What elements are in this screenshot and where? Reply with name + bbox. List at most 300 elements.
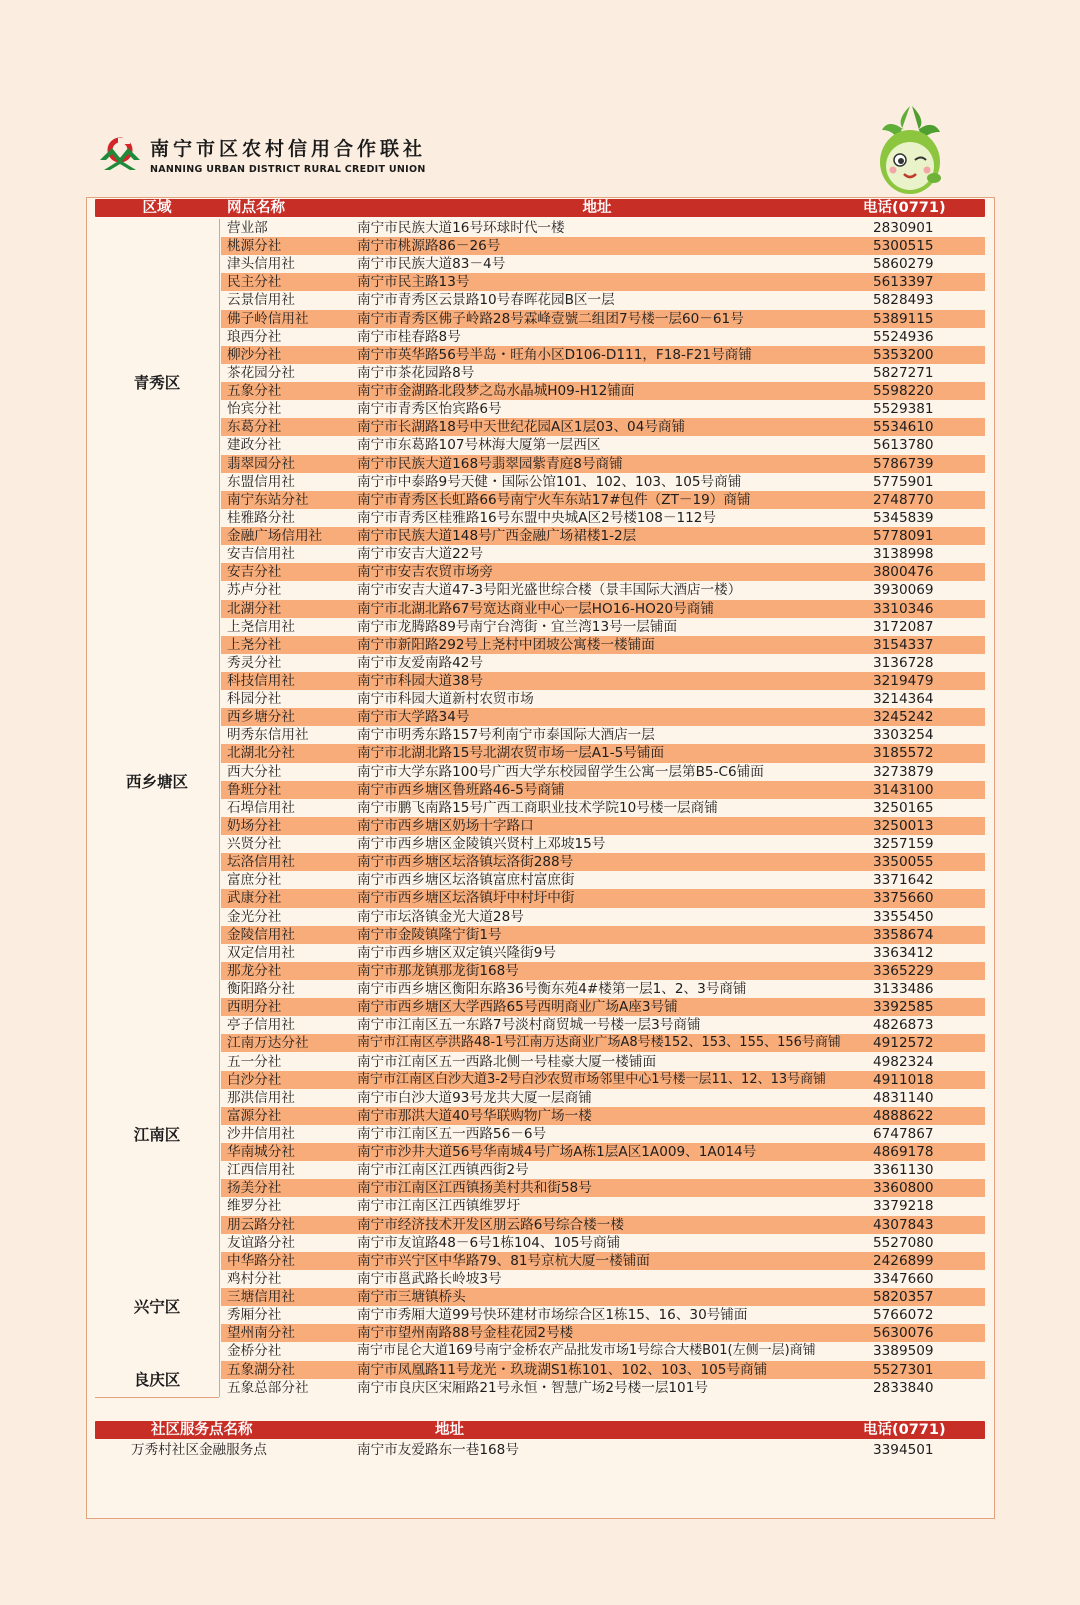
branch-address: 南宁市江南区五一西路56－6号 (357, 1126, 547, 1142)
branch-address: 南宁市友爱南路42号 (357, 654, 484, 671)
branch-name: 金陵信用社 (227, 926, 295, 943)
branch-address: 南宁市西乡塘区衡阳东路36号衡东苑4#楼第一层1、2、3号商铺 (357, 981, 747, 998)
branch-phone: 3389509 (873, 1343, 934, 1360)
table-row (95, 654, 985, 672)
table-row (95, 636, 985, 654)
branch-name: 富源分社 (227, 1107, 282, 1124)
branch-address: 南宁市民族大道168号翡翠园紫青庭8号商铺 (357, 455, 623, 472)
table-row (95, 1252, 985, 1270)
branch-phone: 5775901 (873, 473, 934, 490)
branch-phone: 5778091 (873, 528, 934, 545)
region-label: 良庆区 (133, 1370, 181, 1389)
branch-phone: 3136728 (873, 654, 934, 671)
service-table-header (95, 1421, 985, 1439)
table-row (95, 273, 985, 291)
branch-name: 北湖北分社 (227, 745, 295, 762)
branch-address: 南宁市北湖北路15号北湖农贸市场一层A1-5号铺面 (357, 745, 665, 762)
branch-phone: 5534610 (873, 419, 934, 436)
branch-name: 维罗分社 (227, 1198, 282, 1215)
branch-name: 东葛分社 (227, 419, 282, 436)
branch-address: 南宁市江南区江西镇维罗圩 (357, 1198, 521, 1215)
branch-address: 南宁市江南区五一西路北侧一号桂豪大厦一楼铺面 (357, 1053, 657, 1070)
branch-address: 南宁市江南区白沙大道3-2号白沙农贸市场邻里中心1号楼一层11、12、13号商铺 (357, 1071, 827, 1087)
branch-phone: 3310346 (873, 600, 934, 617)
row-band (221, 1270, 985, 1288)
branch-address: 南宁市龙腾路89号南宁台湾街・宜兰湾13号一层铺面 (357, 618, 678, 635)
branch-phone: 3214364 (873, 691, 934, 708)
branch-name: 双定信用社 (227, 944, 295, 961)
row-band (221, 1179, 985, 1197)
table-row (95, 835, 985, 853)
branch-name: 扬美分社 (227, 1180, 282, 1197)
branch-address: 南宁市西乡塘区坛洛镇坛洛街288号 (357, 854, 574, 871)
row-band (221, 400, 985, 418)
row-band (221, 926, 985, 944)
branch-name: 三塘信用社 (227, 1289, 295, 1306)
mascot-icon (860, 100, 960, 200)
table-row (95, 382, 985, 400)
table-row (95, 346, 985, 364)
branch-phone: 3355450 (873, 908, 934, 925)
branch-address: 南宁市青秀区怡宾路6号 (357, 401, 502, 418)
branch-address: 南宁市科园大道新村农贸市场 (357, 691, 534, 708)
branch-address: 南宁市邕武路长岭坡3号 (357, 1270, 502, 1287)
branch-address: 南宁市中泰路9号天健・国际公馆101、102、103、105号商铺 (357, 473, 742, 490)
branch-address: 南宁市大学路34号 (357, 709, 470, 726)
branch-name: 明秀东信用社 (227, 727, 309, 744)
branch-name: 望州南分社 (227, 1325, 295, 1342)
row-band (221, 944, 985, 962)
branch-address: 南宁市长湖路18号中天世纪花园A区1层03、04号商铺 (357, 419, 686, 436)
branch-address: 南宁市金陵镇隆宁街1号 (357, 926, 502, 943)
branch-phone: 5527301 (873, 1361, 934, 1378)
branch-phone: 3172087 (873, 618, 934, 635)
table-row (95, 944, 985, 962)
region-cell (95, 1016, 219, 1253)
table-row (95, 853, 985, 871)
branch-phone: 5524936 (873, 328, 934, 345)
table-row (95, 1089, 985, 1107)
table-row (95, 436, 985, 454)
branch-phone: 3379218 (873, 1198, 934, 1215)
branch-address: 南宁市青秀区桂雅路16号东盟中央城A区2号楼108－112号 (357, 509, 717, 526)
table-row (95, 1234, 985, 1252)
branch-phone: 3360800 (873, 1180, 934, 1197)
branch-phone: 3363412 (873, 944, 934, 961)
row-band (221, 708, 985, 726)
branch-name: 佛子岭信用社 (227, 310, 309, 327)
row-band (221, 1324, 985, 1342)
branch-address: 南宁市良庆区宋厢路21号永恒・智慧广场2号楼一层101号 (357, 1379, 708, 1396)
header-phone: 电话(0771) (863, 200, 946, 216)
branch-phone: 5828493 (873, 292, 934, 309)
branch-phone: 5353200 (873, 346, 934, 363)
branch-phone: 3154337 (873, 636, 934, 653)
branch-phone: 4911018 (873, 1071, 934, 1088)
branch-name: 金桥分社 (227, 1343, 282, 1360)
region-cell (95, 545, 219, 1017)
branch-name: 鸡村分社 (227, 1270, 282, 1287)
branch-phone: 3245242 (873, 709, 934, 726)
table-row (95, 998, 985, 1016)
table-row (95, 255, 985, 273)
branch-address: 南宁市民族大道148号广西金融广场裙楼1-2层 (357, 528, 637, 545)
table-row (95, 1197, 985, 1215)
region-divider (219, 219, 220, 1397)
table-row (95, 545, 985, 563)
branch-name: 那洪信用社 (227, 1089, 295, 1106)
service-point-phone: 3394501 (873, 1442, 934, 1458)
branch-name: 秀灵分社 (227, 654, 282, 671)
branch-table-header (95, 199, 985, 217)
branch-phone: 4888622 (873, 1107, 934, 1124)
branch-phone: 5598220 (873, 383, 934, 400)
row-band (221, 672, 985, 690)
branch-phone: 3375660 (873, 890, 934, 907)
branch-name: 中华路分社 (227, 1252, 295, 1269)
branch-name: 上尧分社 (227, 636, 282, 653)
branch-name: 西明分社 (227, 999, 282, 1016)
branch-phone: 4982324 (873, 1053, 934, 1070)
table-row (95, 1306, 985, 1324)
branch-phone: 2426899 (873, 1252, 934, 1269)
table-row (95, 1216, 985, 1234)
table-row (95, 962, 985, 980)
table-row (95, 1270, 985, 1288)
region-label: 西乡塘区 (125, 772, 188, 791)
region-label: 兴宁区 (133, 1298, 181, 1317)
branch-phone: 3250013 (873, 817, 934, 834)
row-band (221, 545, 985, 563)
branch-phone: 3347660 (873, 1270, 934, 1287)
row-band (221, 328, 985, 346)
branch-address: 南宁市江南区亭洪路48-1号江南万达商业广场A8号楼152、153、155、156号商铺 (357, 1035, 841, 1051)
branch-address: 南宁市英华路56号半岛・旺角小区D106-D111，F18-F21号商铺 (357, 346, 752, 363)
row-band (221, 889, 985, 907)
table-row (95, 889, 985, 907)
branch-name: 衡阳路分社 (227, 981, 295, 998)
branch-address: 南宁市西乡塘区奶场十字路口 (357, 817, 534, 834)
branch-name: 民主分社 (227, 274, 282, 291)
branch-name: 安吉信用社 (227, 546, 295, 563)
branch-phone: 5820357 (873, 1289, 934, 1306)
branch-address: 南宁市北湖北路67号宽达商业中心一层HO16-HO20号商铺 (357, 600, 714, 617)
branch-name: 武康分社 (227, 890, 282, 907)
branch-address: 南宁市桂春路8号 (357, 328, 461, 345)
branch-name: 富庶分社 (227, 872, 282, 889)
table-row (95, 310, 985, 328)
header-region: 区域 (142, 200, 172, 216)
table-row (95, 1016, 985, 1034)
branch-name: 南宁东站分社 (227, 491, 309, 508)
branch-address: 南宁市兴宁区中华路79、81号京杭大厦一楼铺面 (357, 1252, 650, 1269)
branch-phone: 2748770 (873, 491, 934, 508)
row-band (221, 1107, 985, 1125)
row-band (221, 654, 985, 672)
row-band (221, 781, 985, 799)
header-service-name: 社区服务点名称 (151, 1422, 253, 1438)
branch-address: 南宁市西乡塘区金陵镇兴贤村上邓坡15号 (357, 836, 606, 853)
branch-phone: 6747867 (873, 1126, 934, 1142)
branch-name: 科园分社 (227, 691, 282, 708)
table-row (95, 672, 985, 690)
branch-address: 南宁市西乡塘区坛洛镇圩中村圩中街 (357, 890, 575, 907)
branch-address: 南宁市茶花园路8号 (357, 364, 475, 381)
branch-name: 西乡塘分社 (227, 709, 295, 726)
table-row (95, 1053, 985, 1071)
row-band (221, 273, 985, 291)
row-band (221, 1288, 985, 1306)
row-band (221, 690, 985, 708)
branch-name: 五一分社 (227, 1053, 282, 1070)
branch-name: 翡翠园分社 (227, 455, 295, 472)
branch-name: 苏卢分社 (227, 582, 282, 599)
branch-name: 朋云路分社 (227, 1216, 295, 1233)
branch-name: 坛洛信用社 (227, 854, 295, 871)
table-row (95, 1034, 985, 1052)
table-row (95, 690, 985, 708)
region-cell (95, 1361, 219, 1398)
branch-phone: 3365229 (873, 962, 934, 979)
brand-name-cn: 南宁市区农村信用合作联社 (150, 137, 427, 160)
table-row (95, 291, 985, 309)
branch-address: 南宁市那龙镇那龙街168号 (357, 962, 519, 979)
row-band (221, 364, 985, 382)
region-label: 青秀区 (133, 374, 181, 393)
table-row (95, 491, 985, 509)
header-address: 地址 (582, 200, 612, 216)
branch-address: 南宁市西乡塘区双定镇兴隆街9号 (357, 944, 556, 961)
row-band (221, 908, 985, 926)
branch-phone: 2833840 (873, 1379, 934, 1396)
table-row (95, 1441, 985, 1459)
table-row (95, 1143, 985, 1161)
branch-address: 南宁市安吉农贸市场旁 (357, 564, 493, 581)
branch-name: 五象湖分社 (227, 1361, 295, 1378)
branch-name: 沙井信用社 (227, 1126, 295, 1142)
branch-name: 柳沙分社 (227, 346, 282, 363)
credit-union-logo-icon (96, 130, 144, 178)
table-row (95, 600, 985, 618)
branch-address: 南宁市经济技术开发区朋云路6号综合楼一楼 (357, 1216, 624, 1233)
branch-address: 南宁市东葛路107号林海大厦第一层西区 (357, 437, 601, 454)
branch-address: 南宁市江南区江西镇西街2号 (357, 1162, 529, 1179)
branch-address: 南宁市新阳路292号上尧村中团坡公寓楼一楼铺面 (357, 636, 655, 653)
table-row (95, 1071, 985, 1089)
branch-name: 琅西分社 (227, 328, 282, 345)
table-row (95, 1342, 985, 1360)
branch-phone: 5786739 (873, 455, 934, 472)
branch-phone: 2830901 (873, 220, 934, 236)
branch-address: 南宁市江南区五一东路7号淡村商贸城一号楼一层3号商铺 (357, 1017, 701, 1034)
table-row (95, 708, 985, 726)
branch-phone: 3800476 (873, 564, 934, 581)
region-cell (95, 1252, 219, 1362)
table-row (95, 563, 985, 581)
branch-phone: 5300515 (873, 238, 934, 255)
row-band (221, 962, 985, 980)
branch-name: 怡宾分社 (227, 401, 282, 418)
table-row (95, 1379, 985, 1397)
branch-address: 南宁市民族大道83－4号 (357, 256, 506, 273)
branch-address: 南宁市青秀区佛子岭路28号霖峰壹號二组团7号楼一层60－61号 (357, 310, 744, 327)
row-band (221, 436, 985, 454)
branch-address: 南宁市大学东路100号广西大学东校园留学生公寓一层第B5-C6铺面 (357, 763, 764, 780)
branch-phone: 3138998 (873, 546, 934, 563)
branch-name: 金光分社 (227, 908, 282, 925)
table-row (95, 926, 985, 944)
table-row (95, 763, 985, 781)
row-band (221, 1125, 985, 1143)
branch-name: 建政分社 (227, 437, 282, 454)
branch-name: 江南万达分社 (227, 1035, 309, 1052)
branch-name: 秀厢分社 (227, 1307, 282, 1324)
table-row (95, 418, 985, 436)
branch-phone: 4869178 (873, 1144, 934, 1161)
table-row (95, 473, 985, 491)
branch-name: 西大分社 (227, 763, 282, 780)
branch-phone: 5613780 (873, 437, 934, 454)
branch-address: 南宁市昆仑大道169号南宁金桥农产品批发市场1号综合大楼B01(左侧一层)商铺 (357, 1343, 816, 1359)
branch-name: 华南城分社 (227, 1144, 295, 1161)
branch-address: 南宁市明秀东路157号利南宁市泰国际大酒店一层 (357, 727, 655, 744)
branch-name: 安吉分社 (227, 564, 282, 581)
branch-phone: 4912572 (873, 1035, 934, 1052)
branch-phone: 3185572 (873, 745, 934, 762)
branch-address: 南宁市望州南路88号金桂花园2号楼 (357, 1325, 574, 1342)
branch-name: 江西信用社 (227, 1162, 295, 1179)
branch-phone: 3250165 (873, 799, 934, 816)
table-row (95, 1288, 985, 1306)
branch-address: 南宁市坛洛镇金光大道28号 (357, 908, 524, 925)
brand-name-en: NANNING URBAN DISTRICT RURAL CREDIT UNION (150, 163, 426, 175)
branch-phone: 3303254 (873, 727, 934, 744)
branch-phone: 4831140 (873, 1089, 934, 1106)
table-row (95, 400, 985, 418)
branch-phone: 3392585 (873, 999, 934, 1016)
branch-phone: 3257159 (873, 836, 934, 853)
header-branch-name: 网点名称 (227, 200, 285, 216)
branch-address: 南宁市民主路13号 (357, 274, 470, 291)
table-row (95, 871, 985, 889)
table-row (95, 328, 985, 346)
table-row (95, 364, 985, 382)
header-service-address: 地址 (435, 1422, 464, 1438)
branch-phone: 5827271 (873, 364, 934, 381)
branch-address: 南宁市科园大道38号 (357, 673, 484, 689)
header-service-phone: 电话(0771) (863, 1422, 946, 1438)
row-band (221, 1161, 985, 1179)
row-band (221, 853, 985, 871)
branch-address: 南宁市桃源路86－26号 (357, 238, 501, 255)
branch-phone: 3350055 (873, 854, 934, 871)
row-band (221, 255, 985, 273)
branch-phone: 5345839 (873, 509, 934, 526)
branch-address: 南宁市西乡塘区鲁班路46-5号商铺 (357, 781, 565, 798)
table-row (95, 799, 985, 817)
row-band (221, 237, 985, 255)
table-row (95, 817, 985, 835)
branch-phone: 3133486 (873, 981, 934, 998)
branch-name: 金融广场信用社 (227, 528, 323, 545)
branch-name: 鲁班分社 (227, 781, 282, 798)
branch-phone: 5630076 (873, 1325, 934, 1342)
table-row (95, 1179, 985, 1197)
branch-address: 南宁市友谊路48－6号1栋104、105号商铺 (357, 1234, 621, 1251)
branch-address: 南宁市西乡塘区坛洛镇富庶村富庶街 (357, 872, 575, 889)
branch-name: 亭子信用社 (227, 1017, 295, 1034)
table-row (95, 219, 985, 237)
branch-phone: 5766072 (873, 1307, 934, 1324)
row-band (221, 1089, 985, 1107)
service-point-address: 南宁市友爱路东一巷168号 (357, 1442, 519, 1458)
branch-name: 桃源分社 (227, 238, 282, 255)
branch-phone: 3358674 (873, 926, 934, 943)
table-row (95, 980, 985, 998)
branch-address: 南宁市三塘镇桥头 (357, 1289, 466, 1306)
branch-phone: 3361130 (873, 1162, 934, 1179)
branch-name: 津头信用社 (227, 256, 295, 273)
table-row (95, 1161, 985, 1179)
branch-phone: 5529381 (873, 401, 934, 418)
branch-name: 北湖分社 (227, 600, 282, 617)
branch-address: 南宁市西乡塘区大学西路65号西明商业广场A座3号铺 (357, 999, 678, 1016)
branch-name: 那龙分社 (227, 962, 282, 979)
branch-name: 石埠信用社 (227, 799, 295, 816)
branch-name: 奶场分社 (227, 817, 282, 834)
row-band (221, 871, 985, 889)
region-cell (95, 219, 219, 546)
branch-address: 南宁市白沙大道93号龙共大厦一层商铺 (357, 1089, 592, 1106)
branch-phone: 5860279 (873, 256, 934, 273)
table-row (95, 509, 985, 527)
branch-phone: 4307843 (873, 1216, 934, 1233)
table-row (95, 581, 985, 599)
service-point-name: 万秀村社区金融服务点 (131, 1442, 267, 1458)
branch-phone: 3273879 (873, 763, 934, 780)
branch-phone: 3930069 (873, 582, 934, 599)
table-row (95, 1324, 985, 1342)
table-row (95, 527, 985, 545)
branch-address: 南宁市秀厢大道99号快环建材市场综合区1栋15、16、30号铺面 (357, 1307, 748, 1324)
branch-name: 兴贤分社 (227, 836, 282, 853)
branch-name: 友谊路分社 (227, 1234, 295, 1251)
branch-phone: 5527080 (873, 1234, 934, 1251)
table-row (95, 1361, 985, 1379)
branch-address: 南宁市安吉大道22号 (357, 546, 484, 563)
table-row (95, 1107, 985, 1125)
branch-address: 南宁市江南区江西镇扬美村共和街58号 (357, 1180, 592, 1197)
branch-name: 科技信用社 (227, 673, 295, 689)
row-band (221, 563, 985, 581)
row-band (221, 817, 985, 835)
branch-phone: 4826873 (873, 1017, 934, 1034)
branch-address: 南宁市青秀区长虹路66号南宁火车东站17#包件（ZT－19）商铺 (357, 491, 751, 508)
region-label: 江南区 (133, 1126, 181, 1145)
row-band (221, 219, 985, 237)
table-row (95, 744, 985, 762)
branch-phone: 3143100 (873, 781, 934, 798)
branch-name: 茶花园分社 (227, 364, 295, 381)
branch-name: 五象总部分社 (227, 1379, 309, 1396)
table-row (95, 237, 985, 255)
row-band (221, 1197, 985, 1215)
table-row (95, 781, 985, 799)
table-row (95, 618, 985, 636)
table-row (95, 908, 985, 926)
branch-name: 东盟信用社 (227, 473, 295, 490)
branch-name: 上尧信用社 (227, 618, 295, 635)
